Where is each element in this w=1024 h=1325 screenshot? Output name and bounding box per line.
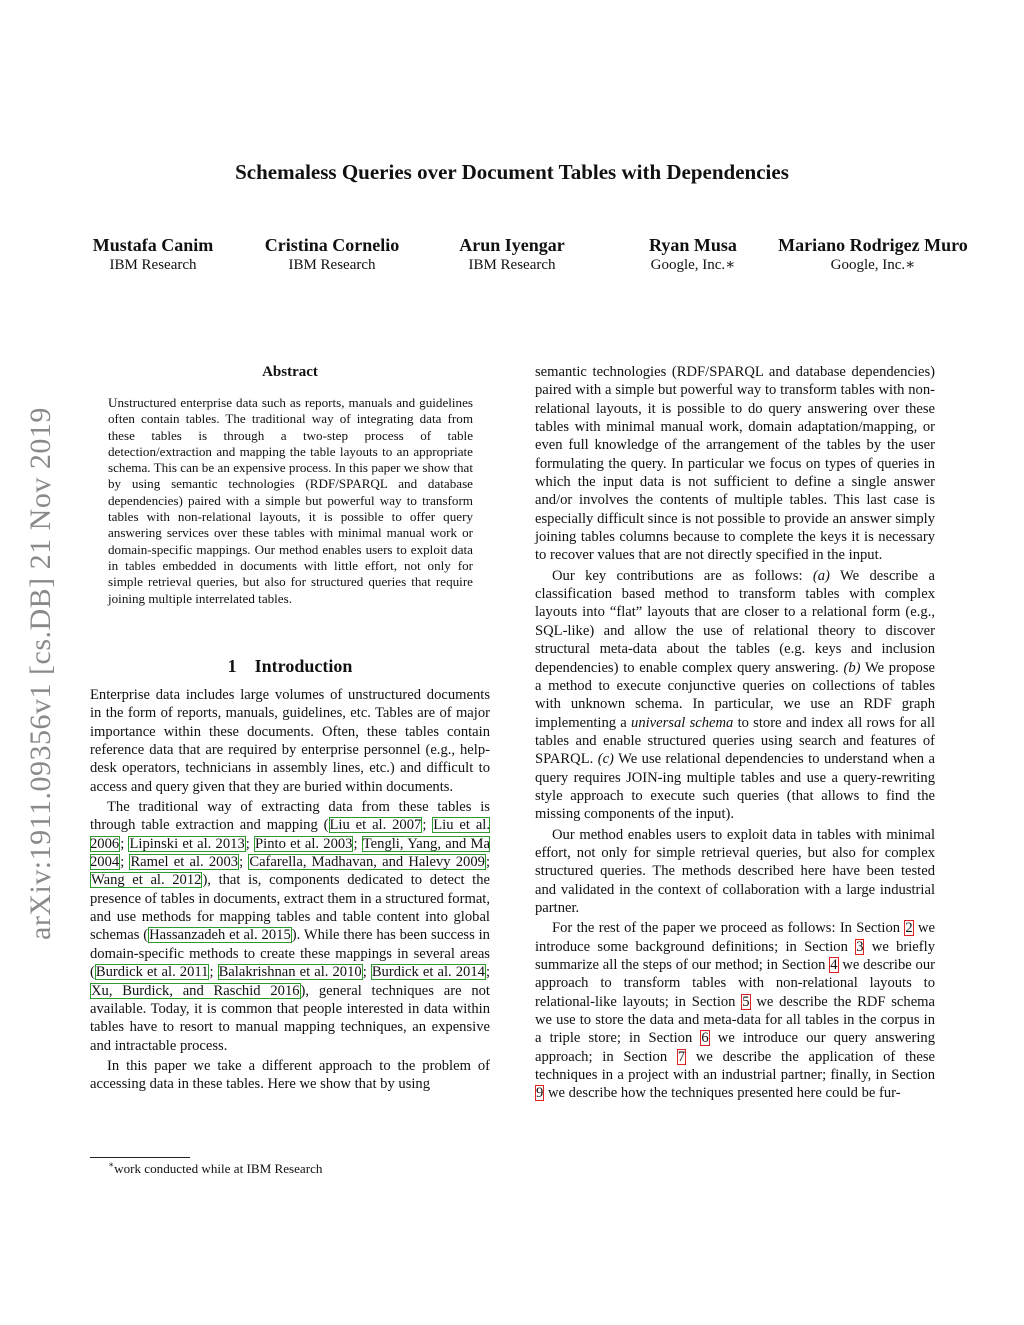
citation-link[interactable]: Balakrishnan et al. 2010 <box>218 964 362 981</box>
section-link[interactable]: 2 <box>905 920 913 937</box>
section-link[interactable]: 4 <box>830 957 838 973</box>
text-run: We use relational dependencies to understand when a query requires JOIN-ing multiple tables and use a query-rewriting style approach to execute such queries (that allows to find the missing components of the input). <box>535 751 935 823</box>
text-run: Our key contributions are as follows: <box>552 567 813 584</box>
citation-link[interactable]: Wang et al. 2012 <box>91 872 202 889</box>
citation-link[interactable]: Burdick et al. 2014 <box>371 964 485 981</box>
author-block <box>86 234 220 275</box>
section-link[interactable]: 3 <box>856 938 864 955</box>
footnote-divider <box>90 1157 190 1158</box>
text-run: The traditional way of extracting data from these tables is through table extraction and mapping ( <box>90 799 490 834</box>
text-run: ; <box>245 835 255 852</box>
text-run: We describe a classification based method to transform tables with complex layouts into “flat” layouts that are closer to a relational form (e.g., SQL-like) and allow the use of relational theory to discover structural meta-data about the tables (e.g. keys and inclusion dependencies) to enable complex query answering. <box>535 567 935 676</box>
section-link[interactable]: 5 <box>742 993 750 1010</box>
citation-link[interactable]: Burdick et al. 2011 <box>95 964 209 981</box>
section-link[interactable]: 9 <box>536 1085 544 1102</box>
footnote-text: work conducted while at IBM Research <box>114 1161 323 1176</box>
author-block <box>256 234 408 275</box>
right-column <box>535 363 935 1105</box>
author-affiliation: IBM Research <box>468 257 556 273</box>
text-run: ; <box>485 854 490 871</box>
footnote-marker: ∗ <box>108 1159 115 1170</box>
text-run: ; <box>485 964 490 981</box>
text-run: we introduce some background definitions; in Section <box>535 920 935 955</box>
text-run: ; <box>120 854 130 871</box>
author-list <box>0 234 1024 278</box>
text-run: we introduce our query answering approach; in Section <box>535 1030 935 1065</box>
citation-link[interactable]: Hassanzadeh et al. 2015 <box>149 927 291 944</box>
citation-link[interactable]: Xu, Burdick, and Raschid 2016 <box>91 982 300 999</box>
author-affiliation: Google, Inc.∗ <box>830 257 916 273</box>
paragraph <box>90 798 490 1055</box>
text-run: ), that is, components dedicated to detect the presence of tables in documents, extract them in a structured format, and use methods for mapping tables and table content into global schemas ( <box>90 872 490 944</box>
text-run: we describe the RDF schema we use to store the data and meta-data for all tables in the corpus in a triple store; in Section <box>535 993 936 1047</box>
author-name: Ryan Musa <box>649 235 737 255</box>
enumeration-marker: (c) <box>597 751 614 768</box>
text-run: ; <box>422 817 433 834</box>
author-name: Arun Iyengar <box>459 235 565 255</box>
text-run: we describe our approach to transform tables with non-relational layouts to relational-like layouts; in Section <box>535 957 935 1010</box>
text-run: ). While there has been success in domain-specific methods to create these mappings in several areas ( <box>90 927 490 981</box>
text-run: ; <box>353 835 362 852</box>
arxiv-identifier-stamp: arXiv:1911.09356v1 [cs.DB] 21 Nov 2019 <box>24 407 57 940</box>
author-name: Mariano Rodrigez Muro <box>778 235 968 255</box>
text-run: For the rest of the paper we proceed as follows: In Section <box>552 920 905 937</box>
text-run: to store and index all rows for all tables and enable structured queries using search and features of SPARQL. <box>535 714 936 768</box>
citation-link[interactable]: Tengli, Yang, and Ma 2004 <box>90 835 491 871</box>
author-block <box>766 234 980 275</box>
citation-link[interactable]: Cafarella, Madhavan, and Halevy 2009 <box>249 854 485 871</box>
author-affiliation: IBM Research <box>109 257 197 273</box>
paragraph: Enterprise data includes large volumes of unstructured documents in the form of reports, manuals, guidelines, etc. Tables are of major importance within these documents. Often, these tables contain reference data that are required by enterprise personnel (e.g., help-desk operators, technicians in assembly lines, etc.) and difficult to access and query given that they are buried within documents. <box>90 687 490 795</box>
citation-link[interactable]: Lipinski et al. 2013 <box>129 835 245 852</box>
enumeration-marker: (a) <box>812 567 830 584</box>
author-affiliation: Google, Inc.∗ <box>650 257 736 273</box>
section-link[interactable]: 7 <box>677 1048 686 1065</box>
emphasized-term: universal schema <box>631 714 734 731</box>
paragraph <box>535 567 935 824</box>
text-run: ; <box>209 964 218 981</box>
paper-title: Schemaless Queries over Document Tables with Dependencies <box>235 160 789 184</box>
citation-link[interactable]: Liu et al. 2007 <box>329 817 422 834</box>
text-run: ; <box>120 835 129 852</box>
footnote <box>108 1161 488 1177</box>
author-name: Cristina Cornelio <box>264 235 400 255</box>
section-title: Introduction <box>254 656 353 676</box>
text-run: ; <box>239 854 249 871</box>
enumeration-marker: (b) <box>843 659 861 676</box>
paragraph: In this paper we take a different approach to the problem of accessing data in these tables. Here we show that by using <box>90 1057 490 1093</box>
text-run: ), general techniques are not available. Today, it is common that people interested in data within tables have to resort to manual mapping techniques, an expensive and intractable process. <box>90 982 490 1054</box>
paragraph <box>535 919 935 1102</box>
citation-link[interactable]: Pinto et al. 2003 <box>255 835 353 852</box>
author-name: Mustafa Canim <box>92 235 214 255</box>
paragraph: semantic technologies (RDF/SPARQL and database dependencies) paired with a simple but powerful way to transform tables with non-relational layouts, it is possible to do query answering over these tables with minimal manual work, domain adaptation/mapping, or even full knowledge of the arrangement of the tables by the user formulating the query. In particular we focus on types of queries in which the input data is not sufficient to define a single answer and/or involves the contents of multiple tables. This last case is especially difficult since is not possible to provide an answer simply joining tables columns because to complete the keys it is necessary to recover values that are not directly specified in the input. <box>535 364 935 564</box>
section-number: 1 <box>227 656 237 676</box>
citation-link[interactable]: Ramel et al. 2003 <box>130 854 239 871</box>
text-run: ; <box>362 964 371 981</box>
author-block <box>640 234 746 275</box>
text-run: we describe the application of these techniques in a project with an industrial partner; finally, in Section <box>535 1048 935 1084</box>
paragraph: Our method enables users to exploit data in tables with minimal effort, not only for simple retrieval queries, but also for complex structured queries. The methods described here have been tested and validated in the context of collaboration with a large industrial partner. <box>535 826 935 916</box>
text-run: we describe how the techniques presented here could be fur- <box>544 1085 901 1102</box>
section-heading-introduction <box>90 656 490 677</box>
abstract-text: Unstructured enterprise data such as reports, manuals and guidelines often contain tables. The traditional way of integrating data from these tables is through a two-step process of table detection/extraction and mapping the table layouts to an appropriate schema. This can be an expensive process. In this paper we show that by using semantic technologies (RDF/SPARQL and database dependencies) paired with a simple but powerful way to transform tables with non-relational layouts, it is possible to offer query answering services over these tables with minimal manual work or domain-specific mappings. Our method enables users to exploit data in tables embedded in documents with little effort, not only for simple retrieval queries, but also for structured queries that require joining multiple interrelated tables. <box>108 395 473 606</box>
text-run: We propose a method to execute conjunctive queries on collections of tables with unknown schema. In particular, we use an RDF graph implementing a <box>535 659 935 731</box>
author-affiliation: IBM Research <box>288 257 376 273</box>
section-link[interactable]: 6 <box>701 1030 709 1047</box>
abstract-heading: Abstract <box>262 364 318 380</box>
text-run: we briefly summarize all the steps of our method; in Section <box>535 938 935 973</box>
author-block <box>452 234 572 275</box>
citation-link[interactable]: Liu et al. 2006 <box>90 817 491 852</box>
left-column <box>90 686 490 1096</box>
